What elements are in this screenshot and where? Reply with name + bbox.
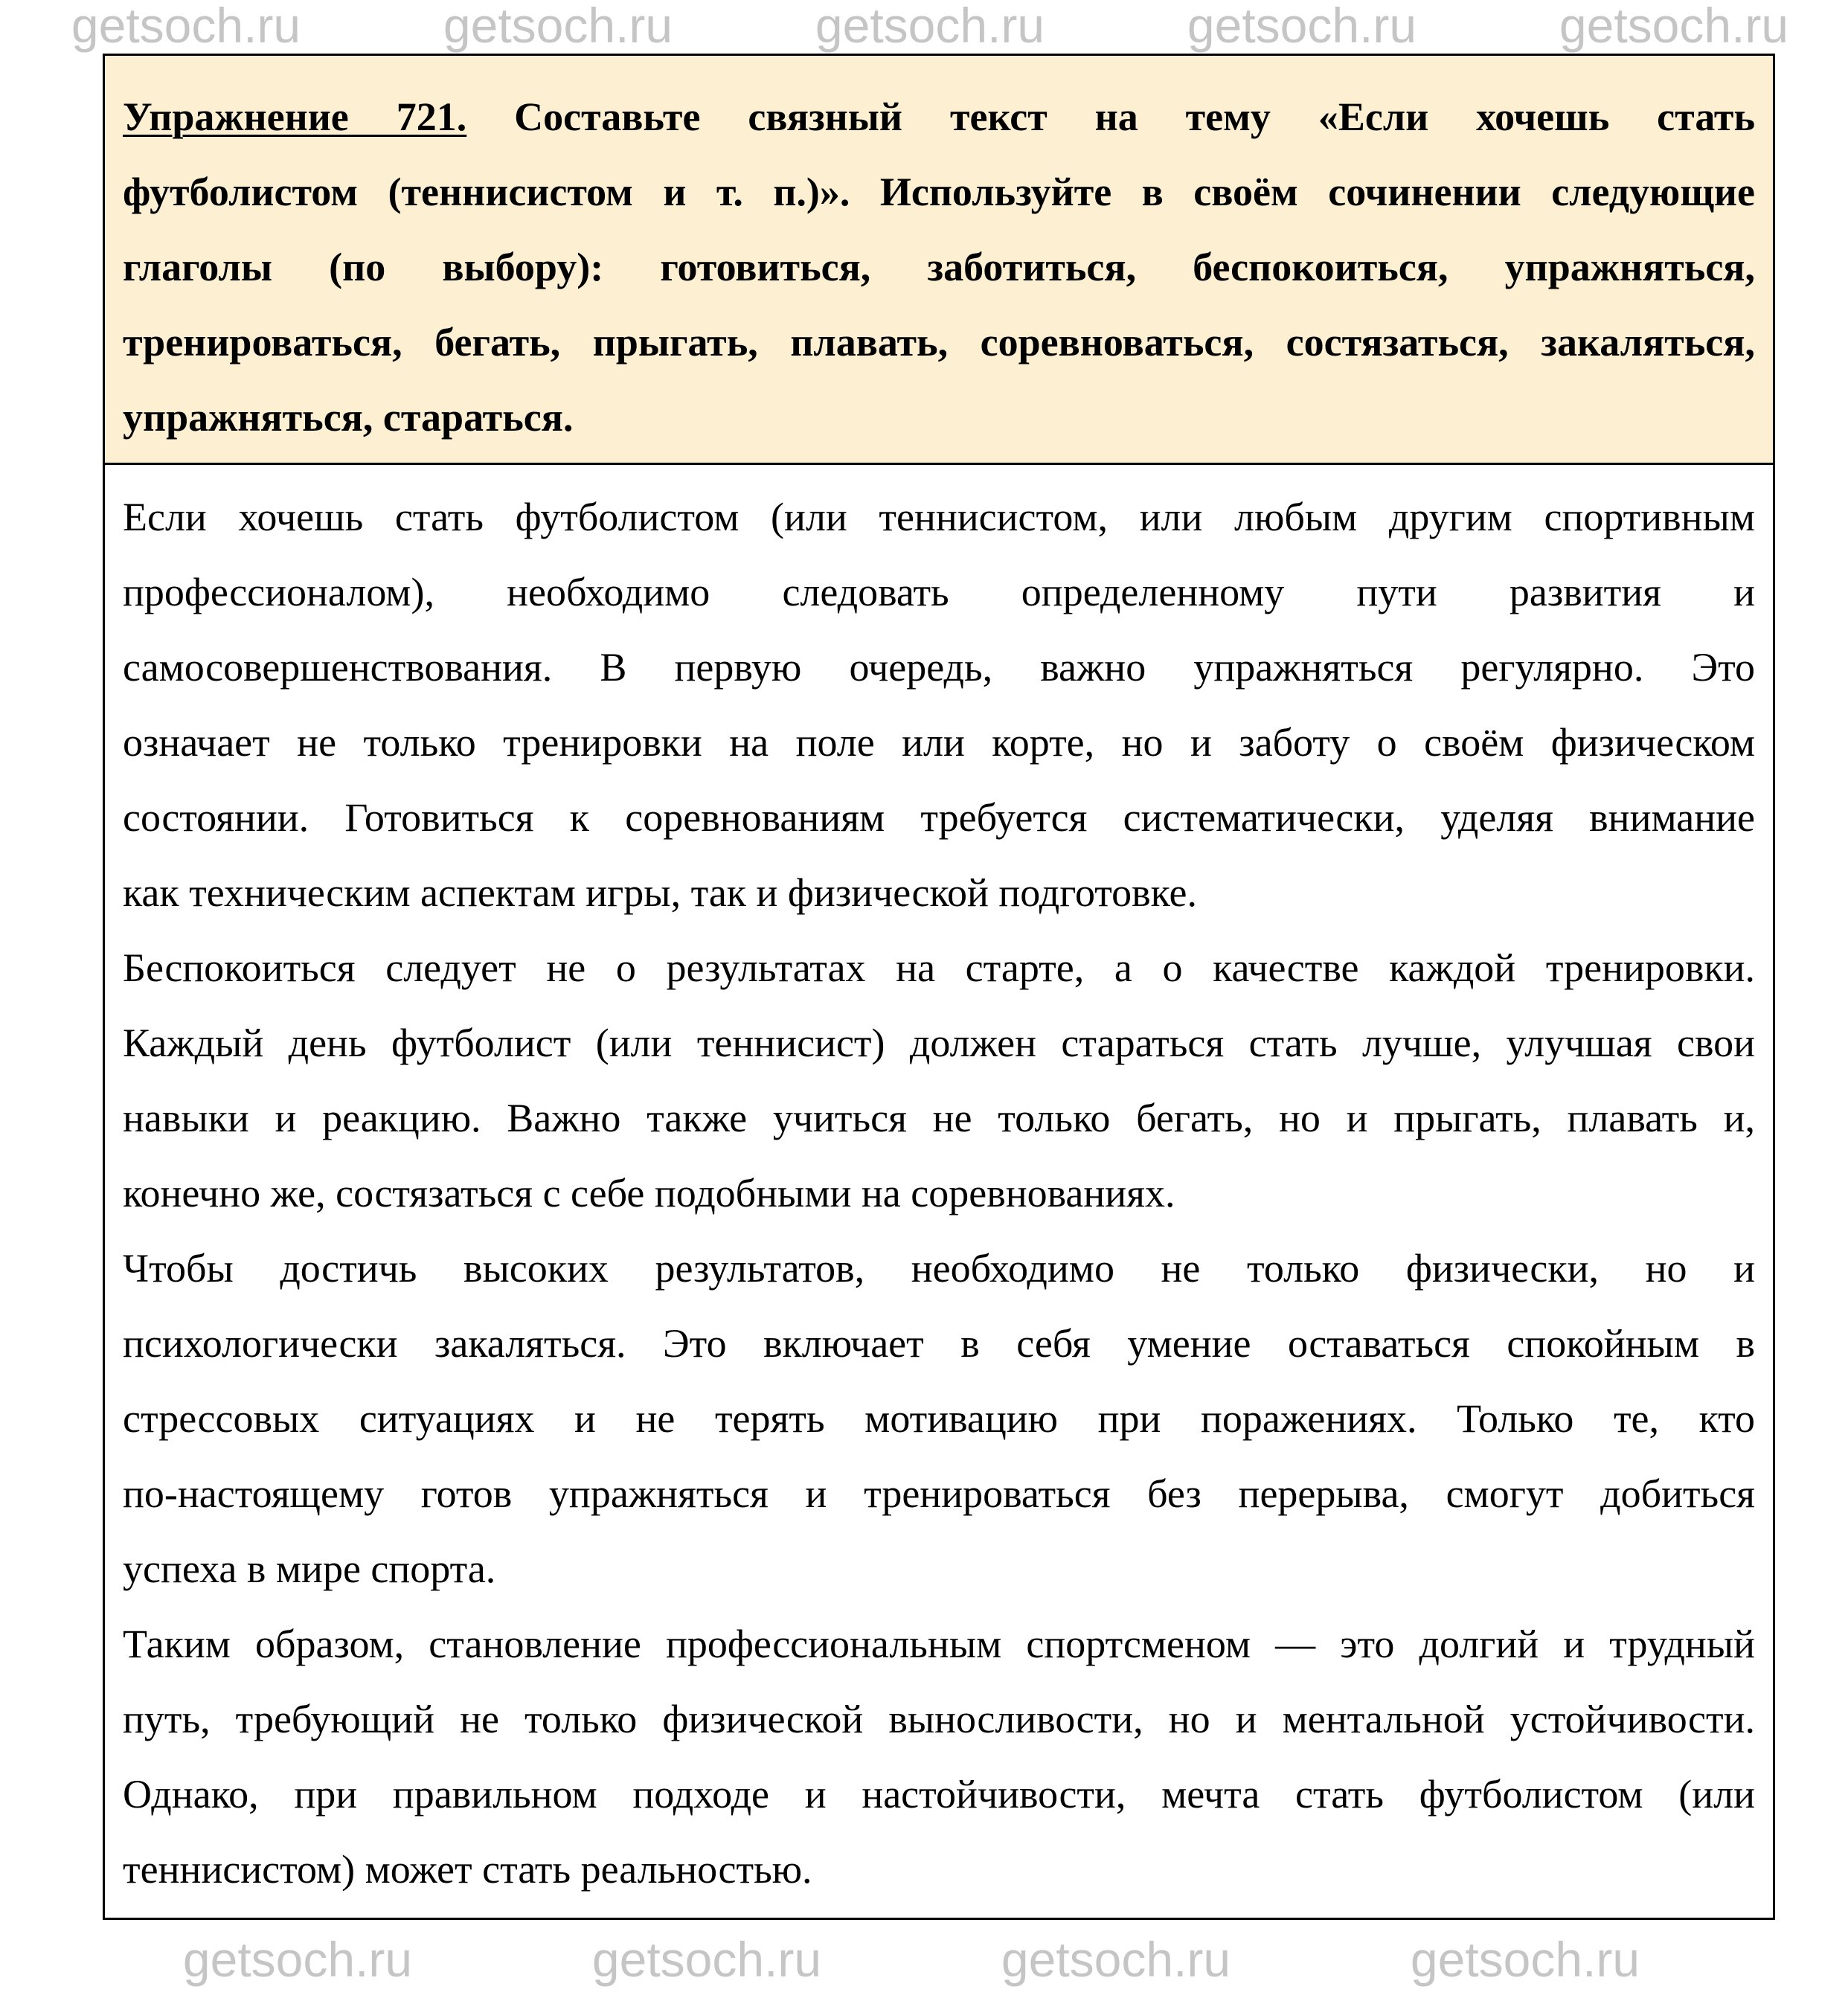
- task-line: глаголы (по выбору): готовиться, заботиться, беспокоиться, упражняться,: [123, 245, 1755, 289]
- answer-line: как техническим аспектам игры, так и физической подготовке.: [123, 870, 1198, 915]
- watermark: getsoch.ru: [443, 0, 673, 53]
- answer-line: состоянии. Готовиться к соревнованиям требуется систематически, уделяя внимание: [123, 795, 1755, 840]
- answer-line: Беспокоиться следует не о результатах на старте, а о качестве каждой тренировки.: [123, 945, 1755, 990]
- task-line: упражняться, стараться.: [123, 395, 574, 440]
- answer-line: стрессовых ситуациях и не терять мотивацию при поражениях. Только те, кто: [123, 1396, 1755, 1441]
- exercise-box: [103, 54, 1775, 1920]
- task-line: футболистом (теннисистом и т. п.)». Используйте в своём сочинении следующие: [123, 170, 1755, 214]
- answer-line: Чтобы достичь высоких результатов, необходимо не только физически, но и: [123, 1246, 1755, 1291]
- answer-line: теннисистом) может стать реальностью.: [123, 1847, 812, 1892]
- watermark: getsoch.ru: [1187, 0, 1417, 53]
- answer-line: конечно же, состязаться с себе подобными на соревнованиях.: [123, 1171, 1175, 1215]
- exercise-label: Упражнение 721.: [123, 94, 467, 139]
- watermark: getsoch.ru: [1410, 1932, 1640, 1987]
- answer-line: Однако, при правильном подходе и настойчивости, мечта стать футболистом (или: [123, 1772, 1755, 1816]
- task-statement: [105, 56, 1773, 465]
- answer-line: профессионалом), необходимо следовать определенному пути развития и: [123, 570, 1755, 614]
- answer-line: Таким образом, становление профессиональным спортсменом — это долгий и трудный: [123, 1622, 1755, 1666]
- answer-line: Если хочешь стать футболистом (или теннисистом, или любым другим спортивным: [123, 495, 1755, 539]
- answer-line: Каждый день футболист (или теннисист) должен стараться стать лучше, улучшая свои: [123, 1021, 1755, 1065]
- answer-line: навыки и реакцию. Важно также учиться не только бегать, но и прыгать, плавать и,: [123, 1096, 1755, 1140]
- answer-line: путь, требующий не только физической выносливости, но и ментальной устойчивости.: [123, 1697, 1755, 1741]
- answer-line: успеха в мире спорта.: [123, 1546, 496, 1591]
- task-line: тренироваться, бегать, прыгать, плавать, соревноваться, состязаться, закаляться,: [123, 320, 1755, 364]
- watermark: getsoch.ru: [815, 0, 1045, 53]
- watermark: getsoch.ru: [71, 0, 301, 53]
- answer-line: означает не только тренировки на поле или корте, но и заботу о своём физическом: [123, 720, 1755, 765]
- answer-line: психологически закаляться. Это включает в себя умение оставаться спокойным в: [123, 1321, 1755, 1366]
- answer-text: [105, 465, 1773, 1907]
- answer-line: самосовершенствования. В первую очередь, важно упражняться регулярно. Это: [123, 645, 1755, 690]
- watermark: getsoch.ru: [1559, 0, 1789, 53]
- watermark: getsoch.ru: [182, 1932, 413, 1987]
- task-text: Составьте связный текст на тему «Если хочешь стать: [466, 94, 1756, 139]
- answer-line: по-настоящему готов упражняться и тренироваться без перерыва, смогут добиться: [123, 1471, 1755, 1516]
- watermark: getsoch.ru: [591, 1932, 822, 1987]
- watermark: getsoch.ru: [1001, 1932, 1231, 1987]
- task-line: [123, 80, 1755, 155]
